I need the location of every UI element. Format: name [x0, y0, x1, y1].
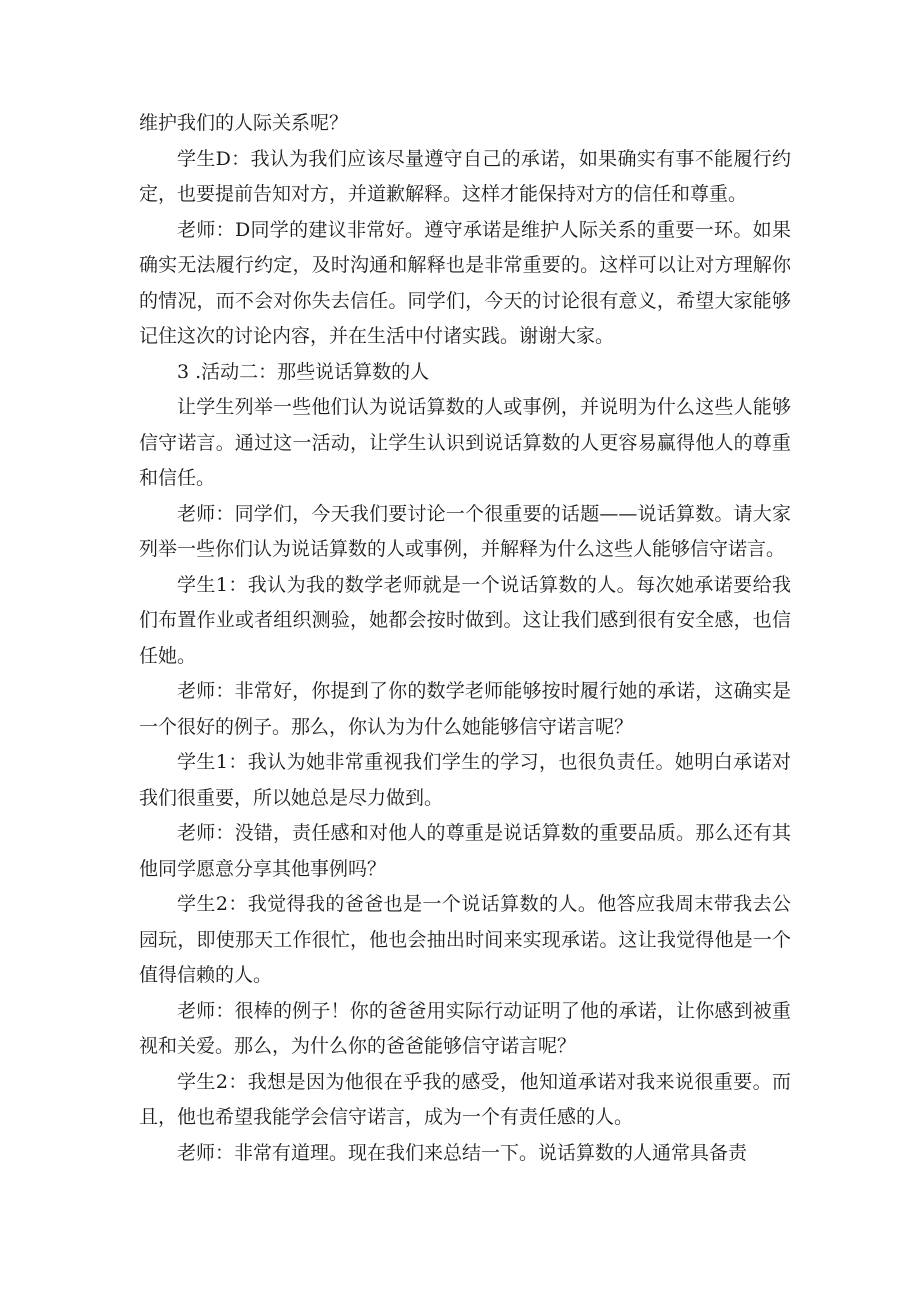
paragraph-student-1-first: 学生1：我认为我的数学老师就是一个说话算数的人。每次她承诺要给我们布置作业或者组织测验，她都会按时做到。这让我们感到很有安全感，也信任她。: [139, 573, 791, 667]
paragraph-student-2-second: 学生2：我想是因为他很在乎我的感受，他知道承诺对我来说很重要。而且，他也希望我能学会信守诺言，成为一个有责任感的人。: [139, 1070, 791, 1128]
paragraph-teacher-question-2: 老师：没错，责任感和对他人的尊重是说话算数的重要品质。那么还有其他同学愿意分享其他事例吗？: [139, 822, 791, 880]
document-page: [139, 106, 791, 1171]
paragraph-teacher-intro: 老师：同学们，今天我们要讨论一个很重要的话题——说话算数。请大家列举一些你们认为说话算数的人或事例，并解释为什么这些人能够信守诺言。: [139, 502, 791, 560]
paragraph-continuation: 维护我们的人际关系呢？: [139, 112, 349, 134]
paragraph-teacher-summary: 老师：非常有道理。现在我们来总结一下。说话算数的人通常具备责: [177, 1141, 748, 1164]
paragraph-student-2-first: 学生2：我觉得我的爸爸也是一个说话算数的人。他答应我周末带我去公园玩，即使那天工作很忙，他也会抽出时间来实现承诺。这让我觉得他是一个值得信赖的人。: [139, 893, 791, 986]
paragraph-student-d: 学生D：我认为我们应该尽量遵守自己的承诺，如果确实有事不能履行约定，也要提前告知对方，并道歉解释。这样才能保持对方的信任和尊重。: [139, 147, 791, 205]
paragraph-activity-description: 让学生列举一些他们认为说话算数的人或事例，并说明为什么这些人能够信守诺言。通过这一活动，让学生认识到说话算数的人更容易赢得他人的尊重和信任。: [139, 396, 791, 489]
paragraph-teacher-response-d: 老师：D同学的建议非常好。遵守承诺是维护人际关系的重要一环。如果确实无法履行约定，及时沟通和解释也是非常重要的。这样可以让对方理解你的情况，而不会对你失去信任。同学们，今天的讨论很有意义，希望大家能够记住这次的讨论内容，并在生活中付诸实践。谢谢大家。: [139, 218, 791, 347]
paragraph-teacher-question-3: 老师：很棒的例子！你的爸爸用实际行动证明了他的承诺，让你感到被重视和关爱。那么，为什么你的爸爸能够信守诺言呢？: [139, 999, 791, 1057]
section-heading-activity-two: 3 .活动二：那些说话算数的人: [177, 360, 430, 383]
paragraph-student-1-second: 学生1：我认为她非常重视我们学生的学习，也很负责任。她明白承诺对我们很重要，所以她总是尽力做到。: [139, 751, 791, 809]
paragraph-teacher-question-1: 老师：非常好，你提到了你的数学老师能够按时履行她的承诺，这确实是一个很好的例子。那么，你认为为什么她能够信守诺言呢？: [139, 680, 791, 738]
